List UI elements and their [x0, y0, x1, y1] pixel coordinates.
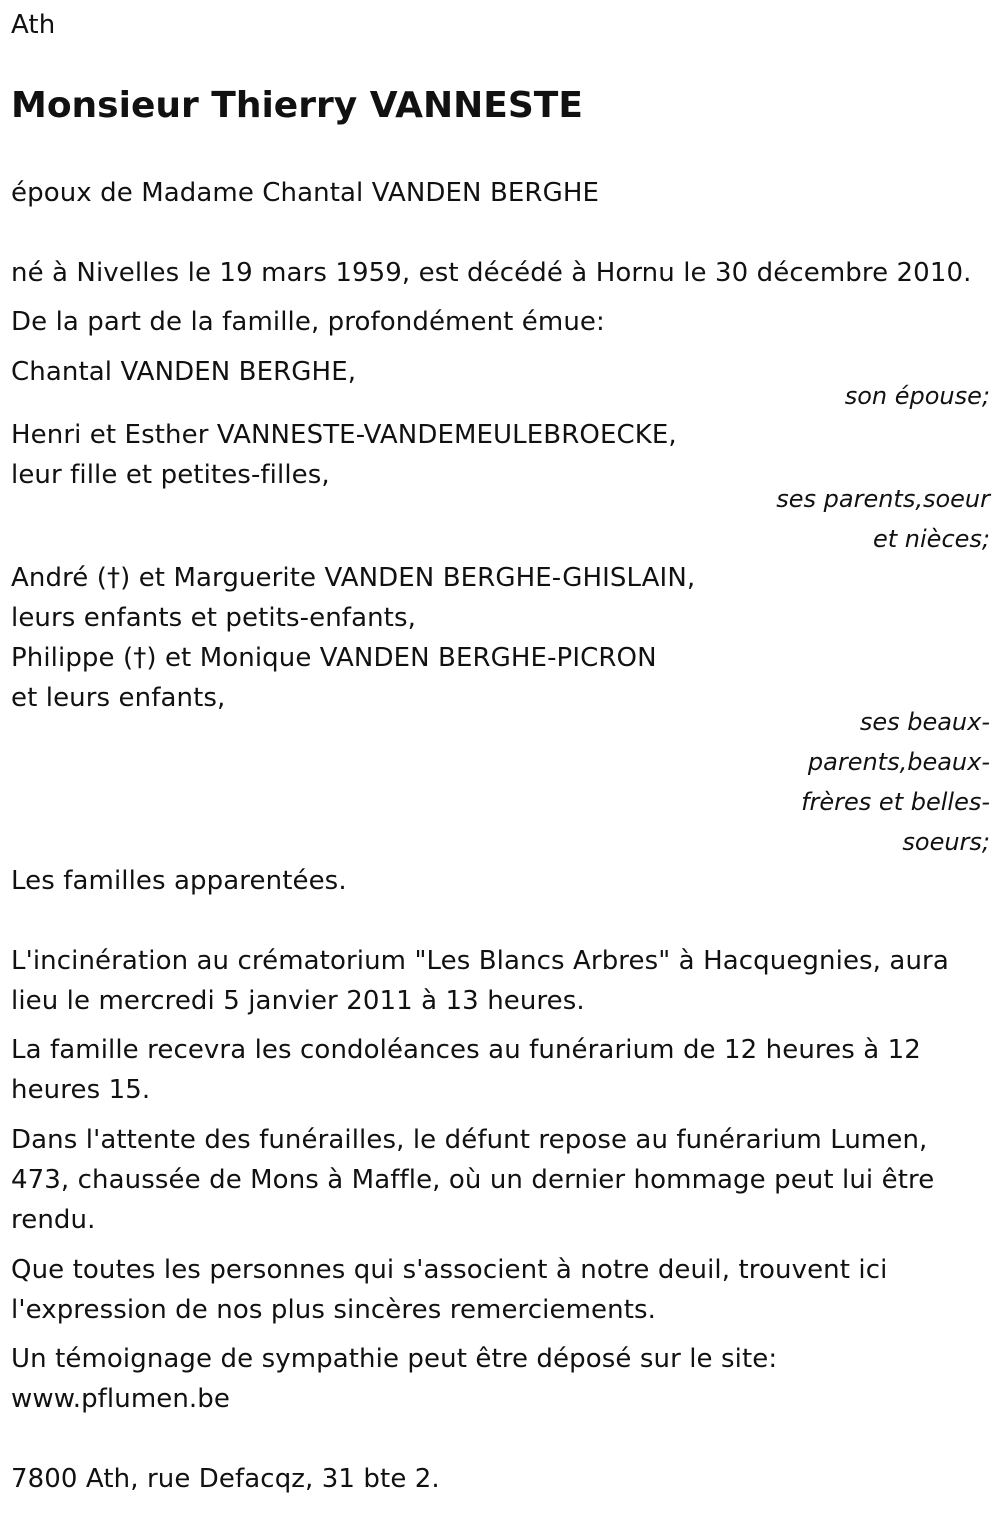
relation-label: ses beaux- [859, 708, 990, 736]
condolences-line: La famille recevra les condoléances au funérarium de 12 heures à 12 [11, 1035, 921, 1065]
family-intro-line: De la part de la famille, profondément émue: [11, 307, 605, 337]
family-member-line: Philippe (†) et Monique VANDEN BERGHE-PICRON [11, 643, 657, 673]
deceased-name-title: Monsieur Thierry VANNESTE [11, 85, 583, 126]
relation-label: parents,beaux- [807, 748, 990, 776]
testimony-line: Un témoignage de sympathie peut être déposé sur le site: [11, 1344, 778, 1374]
location-label: Ath [11, 10, 56, 40]
relation-label: ses parents,soeur [776, 485, 990, 513]
resting-place-line: Dans l'attente des funérailles, le défunt repose au funérarium Lumen, [11, 1125, 928, 1155]
relation-label: et nièces; [873, 525, 990, 553]
address-line: 7800 Ath, rue Defacqz, 31 bte 2. [11, 1464, 440, 1494]
cremation-line: L'incinération au crématorium "Les Blancs Arbres" à Hacquegnies, aura [11, 946, 949, 976]
birth-death-line: né à Nivelles le 19 mars 1959, est décédé à Hornu le 30 décembre 2010. [11, 258, 972, 288]
family-member-line: et leurs enfants, [11, 683, 226, 713]
resting-place-line: 473, chaussée de Mons à Maffle, où un dernier hommage peut lui être [11, 1165, 935, 1195]
relation-label: son épouse; [844, 382, 990, 410]
resting-place-line: rendu. [11, 1205, 96, 1235]
condolences-line: heures 15. [11, 1075, 151, 1105]
cremation-line: lieu le mercredi 5 janvier 2011 à 13 heures. [11, 986, 585, 1016]
family-member-line: André (†) et Marguerite VANDEN BERGHE-GHISLAIN, [11, 563, 696, 593]
family-member-line: Henri et Esther VANNESTE-VANDEMEULEBROECKE, [11, 420, 677, 450]
thanks-line: l'expression de nos plus sincères remerciements. [11, 1295, 656, 1325]
related-families-line: Les familles apparentées. [11, 866, 347, 896]
family-member-line: leurs enfants et petits-enfants, [11, 603, 416, 633]
family-member-line: Chantal VANDEN BERGHE, [11, 357, 357, 387]
relation-label: soeurs; [902, 828, 990, 856]
spouse-line: époux de Madame Chantal VANDEN BERGHE [11, 178, 600, 208]
relation-label: frères et belles- [801, 788, 990, 816]
website-link[interactable]: www.pflumen.be [11, 1384, 230, 1414]
family-member-line: leur fille et petites-filles, [11, 460, 330, 490]
thanks-line: Que toutes les personnes qui s'associent à notre deuil, trouvent ici [11, 1255, 888, 1285]
